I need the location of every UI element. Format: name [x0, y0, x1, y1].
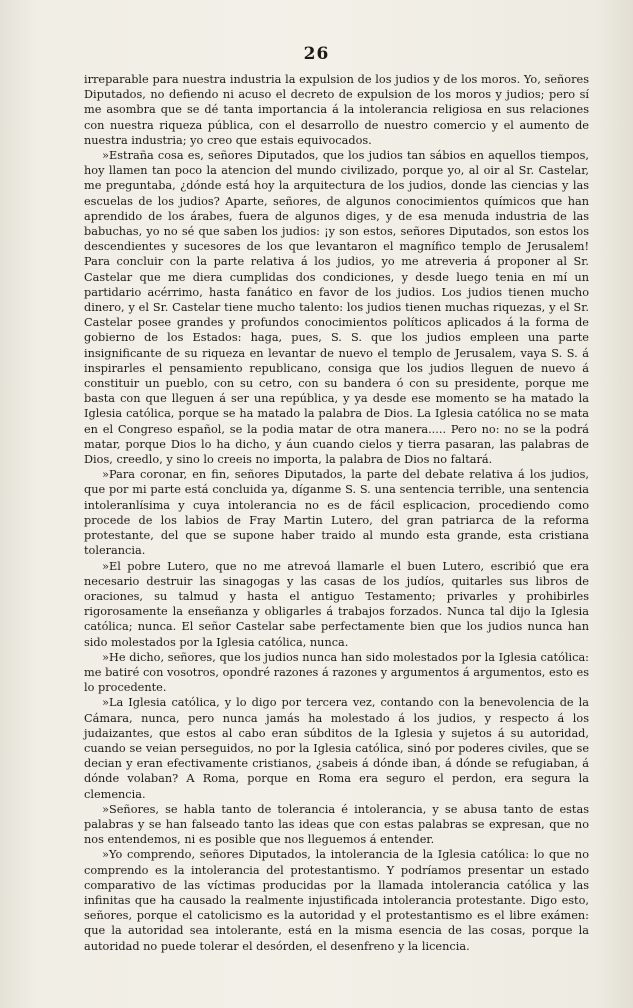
paragraph-7: »Señores, se habla tanto de tolerancia é intolerancia, y se abusa tanto de estas palabras y se han falseado tanto las ideas que con estas palabras se expresan, que no nos entendemos, ni es posible que nos lleguemos á entender.: [84, 802, 589, 847]
paragraph-4: »El pobre Lutero, que no me atrevoá llamarle el buen Lutero, escribió que era necesario destruir las sinagogas y las casas de los judíos, quitarles sus libros de oraciones, su talmud y hasta el antiguo Testamento; privarles y prohibirles rigorosamente la enseñanza y obligarles á trabajos forzados. Nunca tal dijo la Iglesia católica; nunca. El señor Castelar sabe perfectamente bien que los judios nunca han sido molestados por la Iglesia católica, nunca.: [84, 559, 589, 649]
paragraph-5: »He dicho, señores, que los judios nunca han sido molestados por la Iglesia católica: me batiré con vosotros, opondré razones á razones y argumentos á argumentos, esto es lo procedente.: [84, 650, 589, 695]
paragraph-3: »Para coronar, en fin, señores Diputados, la parte del debate relativa á los judios, que por mi parte está concluida ya, díganme S. S. una sentencia terrible, una sentencia intoleranlísima y cuya intolerancia no es de fácil esplicacion, procediendo como procede de los labios de Fray Martin Lutero, del gran patriarca de la reforma protestante, del que se supone haber traido al mundo esta grande, esta cristiana tolerancia.: [84, 468, 589, 558]
body-text: [84, 72, 589, 954]
paragraph-1: irreparable para nuestra industria la expulsion de los judios y de los moros. Yo, señores Diputados, no defiendo ni acuso el decreto de expulsion de los moros y judios; pero sí me asombra que se dé tanta importancia á la intolerancia religiosa en sus relaciones con nuestra riqueza pública, con el desarrollo de nuestro comercio y el aumento de nuestra industria; yo creo que estais equivocados.: [84, 73, 589, 147]
paragraph-2: »Estraña cosa es, señores Diputados, que los judios tan sábios en aquellos tiempos, hoy llamen tan poco la atencion del mundo civilizado, porque yo, al oir al Sr. Castelar, me preguntaba, ¿dónde está hoy la arquitectura de los judios, donde las ciencias y las escuelas de los judios? Aparte, señores, de algunos conocimientos químicos que han aprendido de los árabes, fuera de algunos diges, y de esa menuda industria de las babuchas, yo no sé que saben los judios: ¡y son estos, señores Diputados, son estos los descendientes y sucesores de los que levantaron el magnífico templo de Jerusalem! Para concluir con la parte relativa á los judios, yo me atreveria á proponer al Sr. Castelar que me diera cumplidas dos condiciones, y desde luego tenia en mí un partidario acérrimo, hasta fanático en favor de los judios. Los judios tienen mucho dinero, y el Sr. Castelar tiene mucho talento: los judios tienen muchas riquezas, y el Sr. Castelar posee grandes y profundos conocimientos políticos aplicados á la forma de gobierno de los Estados: haga, pues, S. S. que los judios empleen una parte insignificante de su riqueza en levantar de nuevo el templo de Jerusalem, vaya S. S. á inspirarles el pensamiento republicano, consiga que los judios lleguen de nuevo á constituir un pueblo, con su cetro, con su bandera ó con su presidente, porque me basta con que lleguen á ser una república, y ya desde ese momento se ha matado la Iglesia católica, porque se ha matado la palabra de Dios. La Iglesia católica no se mata en el Congreso español, se la podia matar de otra manera..... Pero no: no se la podrá matar, porque Dios lo ha dicho, y áun cuando cielos y tierra pasaran, las palabras de Dios, creedlo, y sino lo creeis no importa, la palabra de Dios no faltará.: [84, 149, 589, 467]
page-number: 26: [303, 44, 330, 64]
paragraph-8: »Yo comprendo, señores Diputados, la intolerancia de la Iglesia católica: lo que no comprendo es la intolerancia del protestantismo. Y podríamos presentar un estado comparativo de las víctimas producidas por la llamada intolerancia católica y las infinitas que ha causado la realmente injustificada intolerancia protestante. Digo esto, señores, porque el catolicismo es la autoridad y el protestantismo es el libre exámen: que la autoridad sea intolerante, está en la misma esencia de las cosas, porque la autoridad no puede tolerar el desórden, el desenfreno y la licencia.: [84, 848, 589, 953]
paragraph-6: »La Iglesia católica, y lo digo por tercera vez, contando con la benevolencia de la Cámara, nunca, pero nunca jamás ha molestado á los judios, y respecto á los judaizantes, que estos al cabo eran súbditos de la Iglesia y sujetos á su autoridad, cuando se veian perseguidos, no por la Iglesia católica, sinó por poderes civiles, que se decian y eran efectivamente cristianos, ¿sabeis á dónde iban, á dónde se refugiaban, á dónde volaban? A Roma, porque en Roma era seguro el perdon, era segura la clemencia.: [84, 696, 589, 801]
